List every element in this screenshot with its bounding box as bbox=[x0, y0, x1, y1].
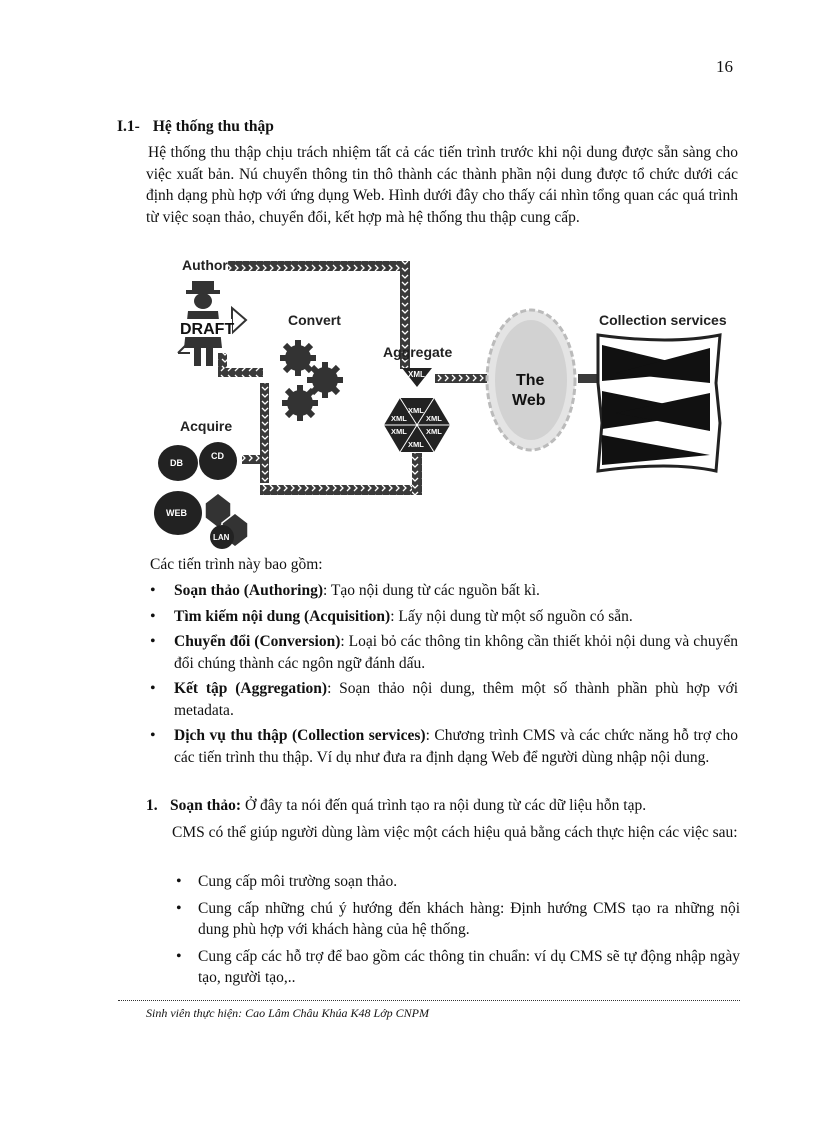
path-bottom bbox=[260, 485, 420, 495]
cms-list bbox=[174, 871, 740, 989]
xml-top-icon bbox=[402, 368, 432, 387]
xml-hexagon-icon bbox=[384, 398, 450, 452]
path-bottom-up bbox=[412, 453, 422, 495]
footer-divider bbox=[118, 1000, 740, 1001]
page-footer: Sinh viên thực hiện: Cao Lâm Châu Khúa K48 Lớp CNPM bbox=[146, 1006, 429, 1020]
collection-system-diagram bbox=[150, 253, 730, 553]
collection-services-label: Collection services bbox=[599, 312, 727, 328]
svg-text:XML: XML bbox=[408, 370, 425, 379]
the-web-label-2: Web bbox=[512, 392, 546, 409]
section-number: I.1- bbox=[117, 118, 140, 135]
path-author-top bbox=[228, 261, 408, 271]
collection-services-icon bbox=[598, 335, 720, 471]
aggregate-label: Aggregate bbox=[383, 344, 453, 360]
list-item: • Cung cấp các hỗ trợ để bao gồm các thông tin chuẩn: ví dụ CMS sẽ tự động nhập ngày tạo, người tạo,.. bbox=[174, 946, 740, 989]
acquire-label: Acquire bbox=[180, 418, 233, 434]
path-convert-down bbox=[260, 383, 269, 483]
gears-icon bbox=[280, 340, 343, 421]
list-item: • Cung cấp môi trường soạn thảo. bbox=[174, 871, 740, 893]
draft-label: DRAFT bbox=[180, 321, 235, 338]
numbered-item-1: 1. Soạn thảo: Ở đây ta nói đến quá trình tạo ra nội dung từ các dữ liệu hỗn tạp. bbox=[146, 797, 647, 814]
svg-text:XML: XML bbox=[391, 427, 407, 436]
svg-text:XML: XML bbox=[408, 440, 424, 449]
section-title: Hệ thống thu thập bbox=[152, 118, 274, 135]
section-paragraph: Hệ thống thu thập chịu trách nhiệm tất cả các tiến trình trước khi nội dung được sẵn sàng cho việc xuất bản. Nú chuyển thông tin thô thành các thành phần nội dung được tổ chức dưới các định dạng phù hợp với ứng dụng Web. Hình dưới đây cho thấy cái nhìn tổng quan các quá trình từ việc soạn thảo, chuyển đổi, kết hợp mà hệ thống thu thập cung cấp. bbox=[146, 144, 738, 226]
path-to-collection bbox=[578, 374, 598, 383]
page-number: 16 bbox=[716, 57, 733, 76]
cms-paragraph: CMS có thể giúp người dùng làm việc một cách hiệu quả bằng cách thực hiện các việc sau: bbox=[172, 824, 738, 841]
lan-label: LAN bbox=[213, 533, 230, 542]
list-item: • Dịch vụ thu thập (Collection services): Chương trình CMS và các chức năng hỗ trợ cho các tiến trình thu thập. Ví dụ như đưa ra định dạng Web để người dùng nhập nội dung. bbox=[146, 725, 738, 768]
list-item: • Tìm kiếm nội dung (Acquisition): Lấy nội dung từ một số nguồn có sẵn. bbox=[146, 606, 738, 628]
svg-text:XML: XML bbox=[426, 427, 442, 436]
path-to-convert bbox=[218, 368, 263, 377]
list-item: • Soạn thảo (Authoring): Tạo nội dung từ các nguồn bất kì. bbox=[146, 580, 738, 602]
web-label: WEB bbox=[166, 508, 187, 518]
svg-text:XML: XML bbox=[408, 406, 424, 415]
path-to-web bbox=[435, 374, 487, 383]
svg-text:XML: XML bbox=[391, 414, 407, 423]
acquire-sources-icon bbox=[154, 442, 248, 549]
list-item: • Cung cấp những chú ý hướng đến khách hàng: Định hướng CMS tạo ra những nội dung phù hợp với khách hàng của hệ thống. bbox=[174, 898, 740, 941]
list-item: • Chuyển đổi (Conversion): Loại bỏ các thông tin không cần thiết khỏi nội dung và chuyển đổi chúng thành các ngôn ngữ đánh dấu. bbox=[146, 631, 738, 674]
svg-text:XML: XML bbox=[426, 414, 442, 423]
convert-label: Convert bbox=[288, 312, 341, 328]
author-label: Author bbox=[182, 257, 228, 273]
processes-list bbox=[146, 580, 738, 768]
section-heading bbox=[117, 118, 274, 136]
the-web-label-1: The bbox=[516, 372, 545, 389]
processes-intro: Các tiến trình này bao gồm: bbox=[150, 556, 323, 573]
db-label: DB bbox=[170, 458, 183, 468]
path-acquire-link bbox=[242, 455, 262, 464]
cd-label: CD bbox=[211, 451, 224, 461]
list-item: • Kết tập (Aggregation): Soạn thảo nội dung, thêm một số thành phần phù hợp với metadata. bbox=[146, 678, 738, 721]
